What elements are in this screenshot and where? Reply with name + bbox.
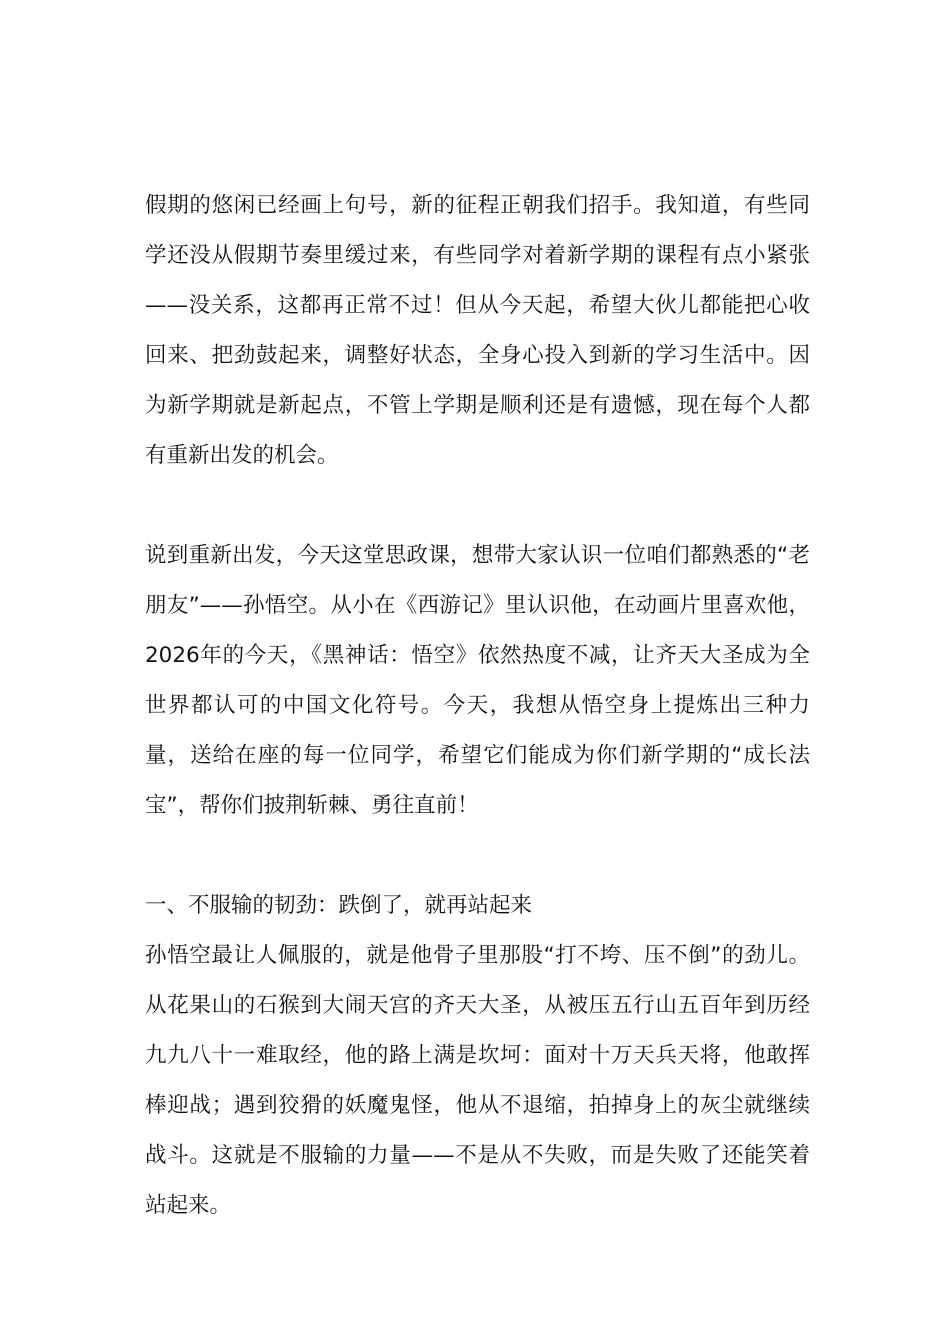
intro-paragraph: 假期的悠闲已经画上句号，新的征程正朝我们招手。我知道，有些同学还没从假期节奏里缓过来，有些同学对着新学期的课程有点小紧张——没关系，这都再正常不过！但从今天起，希望大伙儿都能把心收回来、把劲鼓起来，调整好状态，全身心投入到新的学习生活中。因为新学期就是新起点，不管上学期是顺利还是有遗憾，现在每个人都有重新出发的机会。 — [145, 193, 810, 468]
section-heading: 一、不服输的韧劲：跌倒了，就再站起来 — [145, 893, 533, 918]
document-body — [145, 181, 810, 1231]
section-body-paragraph: 孙悟空最让人佩服的，就是他骨子里那股“打不垮、压不倒”的劲儿。从花果山的石猴到大闹天宫的齐天大圣，从被压五行山五百年到历经九九八十一难取经，他的路上满是坎坷：面对十万天兵天将，他敢挥棒迎战；遇到狡猾的妖魔鬼怪，他从不退缩，拍掉身上的灰尘就继续战斗。这就是不服输的力量——不是从不失败，而是失败了还能笑着站起来。 — [145, 943, 810, 1218]
topic-paragraph: 说到重新出发，今天这堂思政课，想带大家认识一位咱们都熟悉的“老朋友”——孙悟空。从小在《西游记》里认识他，在动画片里喜欢他，2026年的今天，《黑神话：悟空》依然热度不减，让齐天大圣成为全世界都认可的中国文化符号。今天，我想从悟空身上提炼出三种力量，送给在座的每一位同学，希望它们能成为你们新学期的“成长法宝”，帮你们披荆斩棘、勇往直前！ — [145, 543, 810, 818]
paragraph-spacer — [145, 831, 810, 881]
paragraph-spacer — [145, 481, 810, 531]
